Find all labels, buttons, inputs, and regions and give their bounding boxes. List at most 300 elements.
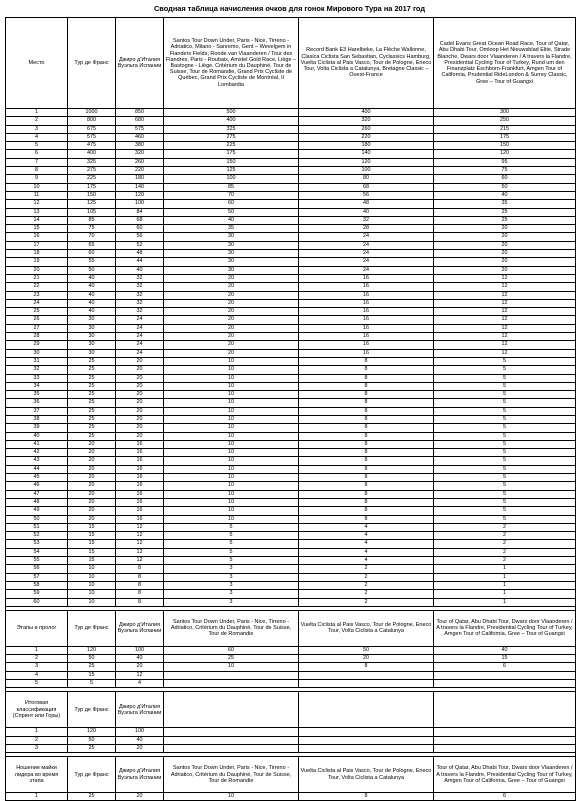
place-points-row [6,191,576,199]
table-cell: 20 [68,498,116,506]
table-cell: 20 [434,225,576,233]
table-cell: 40 [6,432,68,440]
table-cell: 175 [434,133,576,141]
table-cell: 49 [6,507,68,515]
table-cell: 5 [434,498,576,506]
table-cell: 5 [6,142,68,150]
table-cell: 100 [116,200,164,208]
table-cell: 10 [164,663,299,671]
place-points-row [6,158,576,166]
stages-header-row [6,610,576,646]
stage-points-row [6,680,576,688]
table-cell: 50 [434,183,576,191]
stages-header-label: Этапы и пролог [6,610,68,646]
table-cell: 20 [434,241,576,249]
table-cell: 12 [434,316,576,324]
table-cell: 48 [6,498,68,506]
table-cell: 26 [6,316,68,324]
place-points-row [6,349,576,357]
table-cell: 2 [6,736,68,744]
table-cell: 320 [116,150,164,158]
table-cell: 19 [6,258,68,266]
place-points-row [6,366,576,374]
jersey-header-tdf: Тур де Франс [68,757,116,793]
table-cell: 4 [299,532,434,540]
table-cell: 20 [116,663,164,671]
table-cell: 8 [116,598,164,606]
table-cell: 20 [299,655,434,663]
table-cell: 25 [434,216,576,224]
place-points-row [6,482,576,490]
table-cell: 6 [434,793,576,801]
table-cell: 25 [68,744,116,752]
table-cell: 40 [68,283,116,291]
table-cell: 10 [164,465,299,473]
table-cell: 56 [116,233,164,241]
table-cell: 16 [116,482,164,490]
table-cell: 100 [299,167,434,175]
table-cell: 32 [116,299,164,307]
table-cell: 1 [6,109,68,117]
table-cell: 10 [164,482,299,490]
place-points-row [6,299,576,307]
table-cell: 51 [6,523,68,531]
table-cell: 10 [68,581,116,589]
table-cell: 84 [116,208,164,216]
table-cell: 5 [434,415,576,423]
table-cell: 575 [116,125,164,133]
table-cell: 20 [116,382,164,390]
table-cell: 150 [434,142,576,150]
table-cell: 56 [299,191,434,199]
table-cell: 2 [434,557,576,565]
table-cell: 10 [164,515,299,523]
classif-header-row [6,692,576,728]
table-cell: 20 [164,341,299,349]
place-points-row [6,274,576,282]
table-cell: 1 [434,581,576,589]
table-cell: 20 [116,374,164,382]
table-cell: 10 [68,573,116,581]
table-cell: 3 [164,598,299,606]
table-cell: 85 [68,216,116,224]
table-cell: 16 [116,490,164,498]
table-cell: 8 [299,498,434,506]
table-cell: 8 [299,391,434,399]
table-cell: 5 [434,382,576,390]
table-cell: 8 [299,440,434,448]
table-cell: 40 [116,655,164,663]
table-cell [434,736,576,744]
table-cell: 52 [6,532,68,540]
table-cell: 15 [68,548,116,556]
header-group-c: Cadel Evans Great Ocean Road Race, Tour of Qatar, Abu Dhabi Tour, Omloop Het Nieuwsblad Elite, Strade Bianche, Dwars door Vlaanderen / A travers la Flandre, Presidential Cycling Tour of Turkey, Rund um den Finanzplatz Eschborn-Frankfurt, Amgen Tour of California, Prudential RideLondon & Surrey Classic, Gree – Tour of Guangxi [434,18,576,109]
table-cell: 5 [434,474,576,482]
table-cell: 275 [68,167,116,175]
table-cell: 8 [299,465,434,473]
table-cell: 4 [116,680,164,688]
table-cell [434,744,576,752]
table-cell: 32 [299,216,434,224]
table-cell [434,728,576,736]
table-cell: 20 [68,515,116,523]
table-cell: 10 [164,490,299,498]
table-cell: 30 [164,258,299,266]
table-cell: 12 [434,341,576,349]
table-cell: 250 [434,117,576,125]
table-cell: 50 [6,515,68,523]
table-cell: 3 [164,573,299,581]
table-cell: 20 [116,424,164,432]
table-cell: 16 [116,515,164,523]
table-cell: 40 [434,646,576,654]
table-cell: 3 [6,663,68,671]
table-cell: 20 [164,291,299,299]
table-cell: 24 [299,233,434,241]
jersey-header-group-b: Vuelta Ciclista al Pais Vasco, Tour de Pologne, Eneco Tour, Volta Ciclista a Catalunya [299,757,434,793]
table-cell: 140 [299,150,434,158]
table-cell: 12 [116,523,164,531]
table-cell: 5 [164,548,299,556]
table-cell: 2 [434,548,576,556]
classif-header-empty [164,692,299,728]
table-cell: 2 [299,573,434,581]
table-cell: 125 [164,167,299,175]
table-cell: 20 [116,793,164,801]
table-cell: 10 [164,382,299,390]
table-cell: 16 [116,498,164,506]
table-cell: 8 [299,507,434,515]
table-cell: 8 [116,581,164,589]
table-cell: 2 [434,523,576,531]
table-cell: 25 [6,308,68,316]
table-cell: 2 [299,565,434,573]
table-cell: 10 [6,183,68,191]
table-cell: 48 [116,250,164,258]
classification-points-row [6,736,576,744]
place-points-row [6,507,576,515]
table-cell: 20 [164,333,299,341]
table-cell: 16 [116,440,164,448]
table-cell: 5 [434,399,576,407]
table-cell: 25 [68,663,116,671]
classif-header-label: Итоговая классификация (Спринт или Горы) [6,692,68,728]
place-points-row [6,415,576,423]
stages-header-tdf: Тур де Франс [68,610,116,646]
table-cell: 50 [164,208,299,216]
place-points-row [6,175,576,183]
table-cell: 8 [299,490,434,498]
table-cell: 28 [6,333,68,341]
place-points-row [6,382,576,390]
place-points-row [6,548,576,556]
table-cell: 31 [6,357,68,365]
table-cell: 125 [68,200,116,208]
place-points-row [6,125,576,133]
table-cell [299,728,434,736]
table-cell: 32 [6,366,68,374]
table-cell: 16 [116,457,164,465]
table-cell: 12 [434,349,576,357]
table-cell: 68 [116,216,164,224]
page-title: Сводная таблица начисления очков для гонок Мирового Тура на 2017 год [153,4,426,13]
table-cell: 30 [68,324,116,332]
table-cell: 15 [434,655,576,663]
table-cell: 275 [164,133,299,141]
table-cell: 53 [6,540,68,548]
table-cell: 24 [116,341,164,349]
table-cell: 30 [68,333,116,341]
table-cell: 25 [68,793,116,801]
table-cell: 175 [68,183,116,191]
table-cell: 29 [6,341,68,349]
table-cell: 24 [299,250,434,258]
table-cell: 24 [299,258,434,266]
table-cell: 22 [6,283,68,291]
table-cell: 20 [116,357,164,365]
table-cell: 75 [434,167,576,175]
table-cell: 12 [434,324,576,332]
place-points-row [6,142,576,150]
table-cell: 40 [434,191,576,199]
table-cell: 150 [68,191,116,199]
table-cell: 30 [164,250,299,258]
table-cell: 12 [434,291,576,299]
table-cell: 300 [434,109,576,117]
table-cell: 25 [68,374,116,382]
table-cell [299,744,434,752]
table-cell: 400 [164,117,299,125]
table-cell: 25 [68,366,116,374]
table-cell: 24 [6,299,68,307]
table-cell: 8 [299,382,434,390]
table-cell: 5 [434,457,576,465]
table-cell: 40 [68,291,116,299]
place-points-row [6,357,576,365]
jersey-header-row [6,757,576,793]
table-cell: 20 [434,266,576,274]
table-cell: 24 [116,324,164,332]
table-cell: 10 [164,366,299,374]
table-cell: 40 [299,208,434,216]
classif-header-giro: Джиро д'Италия Вуэльта Испании [116,692,164,728]
table-cell: 215 [434,125,576,133]
table-cell: 50 [68,736,116,744]
table-cell: 16 [6,233,68,241]
table-cell: 4 [299,523,434,531]
stages-header-giro: Джиро д'Италия Вуэльта Испании [116,610,164,646]
table-cell: 20 [116,399,164,407]
table-cell: 325 [68,158,116,166]
main-header-row [6,18,576,109]
table-cell: 5 [434,366,576,374]
table-cell: 12 [434,299,576,307]
table-cell: 8 [6,167,68,175]
table-cell: 50 [68,266,116,274]
table-cell: 220 [299,133,434,141]
table-cell: 32 [116,274,164,282]
header-place: Место [6,18,68,109]
table-cell: 20 [116,432,164,440]
table-cell: 80 [299,175,434,183]
table-cell: 12 [434,283,576,291]
table-cell: 32 [116,283,164,291]
table-cell: 2 [434,532,576,540]
table-cell: 57 [6,573,68,581]
place-points-row [6,208,576,216]
table-cell: 1 [434,565,576,573]
table-cell: 5 [164,523,299,531]
table-cell: 56 [6,565,68,573]
table-cell: 48 [299,200,434,208]
table-cell: 43 [6,457,68,465]
table-cell: 20 [116,415,164,423]
table-cell: 8 [299,424,434,432]
table-cell [164,736,299,744]
header-group-b: Record Bank E3 Harelbeke, La Flèche Wallonne, Clasica Ciclista San Sebastian, Cyclassics Hamburg, Vuelta Ciclista al Pais Vasco, Tour de Pologne, Eneco Tour, Volta Ciclista a Catalunya, Bretagne Classic – Ouest-France [299,18,434,109]
table-cell: 20 [434,233,576,241]
table-cell: 42 [6,449,68,457]
place-points-row [6,565,576,573]
table-cell: 2 [299,581,434,589]
table-cell: 15 [68,671,116,679]
table-cell: 95 [434,158,576,166]
stage-points-row [6,655,576,663]
table-cell: 8 [116,590,164,598]
table-cell: 11 [6,191,68,199]
table-cell: 2 [299,598,434,606]
table-cell: 5 [434,432,576,440]
table-cell: 180 [116,175,164,183]
place-points-row [6,283,576,291]
table-cell: 20 [68,457,116,465]
table-cell: 25 [68,382,116,390]
table-cell: 24 [299,266,434,274]
table-cell: 20 [116,407,164,415]
table-cell: 65 [68,241,116,249]
table-cell: 5 [434,391,576,399]
table-cell: 225 [68,175,116,183]
table-cell: 50 [68,655,116,663]
table-cell: 10 [164,457,299,465]
table-cell: 1 [6,728,68,736]
stage-points-row [6,646,576,654]
table-cell: 25 [68,399,116,407]
table-cell: 46 [6,482,68,490]
table-cell: 40 [116,266,164,274]
table-cell: 34 [6,382,68,390]
table-cell: 1 [434,590,576,598]
table-cell: 12 [6,200,68,208]
table-cell: 35 [6,391,68,399]
table-cell: 500 [164,109,299,117]
table-cell: 5 [434,374,576,382]
table-cell: 180 [299,142,434,150]
stages-header-group-a: Santos Tour Down Under, Paris - Nice, Tirreno - Adriatico, Critérium du Dauphiné, Tour de Suisse, Tour de Romandie [164,610,299,646]
table-cell: 58 [6,581,68,589]
place-points-row [6,598,576,606]
table-cell: 30 [68,316,116,324]
place-points-row [6,324,576,332]
place-points-row [6,216,576,224]
table-cell: 10 [164,357,299,365]
table-cell [299,736,434,744]
jersey-header-group-a: Santos Tour Down Under, Paris - Nice, Tirreno - Adriatico, Critérium du Dauphiné, Tour de Suisse, Tour de Romandie [164,757,299,793]
table-cell: 5 [434,482,576,490]
table-cell: 32 [116,291,164,299]
table-cell: 24 [116,316,164,324]
table-cell: 120 [68,728,116,736]
table-cell: 24 [116,349,164,357]
table-cell: 55 [68,258,116,266]
table-cell: 105 [68,208,116,216]
table-cell: 5 [434,507,576,515]
table-cell: 400 [68,150,116,158]
table-cell: 140 [116,183,164,191]
table-cell: 5 [434,407,576,415]
table-cell: 5 [434,490,576,498]
table-cell: 39 [6,424,68,432]
table-cell: 3 [164,581,299,589]
table-cell: 10 [164,474,299,482]
place-points-row [6,432,576,440]
place-points-row [6,391,576,399]
place-points-row [6,573,576,581]
table-cell: 40 [68,308,116,316]
place-points-row [6,399,576,407]
table-cell: 50 [299,646,434,654]
table-cell: 100 [164,175,299,183]
table-cell: 10 [164,424,299,432]
table-cell: 12 [434,274,576,282]
table-cell: 60 [434,175,576,183]
table-cell: 52 [116,241,164,249]
table-cell: 10 [164,432,299,440]
table-cell: 20 [434,250,576,258]
table-cell: 8 [299,793,434,801]
table-cell: 1 [6,793,68,801]
place-points-row [6,498,576,506]
table-cell: 4 [6,671,68,679]
place-points-row [6,291,576,299]
points-table [5,17,576,801]
table-cell: 400 [299,109,434,117]
table-cell: 18 [6,250,68,258]
table-cell: 20 [164,283,299,291]
table-cell: 220 [116,167,164,175]
classification-points-row [6,728,576,736]
place-points-row [6,424,576,432]
table-cell: 25 [68,424,116,432]
table-cell: 8 [299,357,434,365]
table-cell: 30 [68,349,116,357]
table-cell: 10 [164,415,299,423]
place-points-row [6,474,576,482]
header-group-a: Santos Tour Down Under, Paris - Nice, Tirreno - Adriatico, Milano - Sanremo, Gent – Wevelgem in Flanders Fields, Ronde van Vlaanderen / Tour des Flandres, Paris - Roubaix, Amstel Gold Race, Liège – Bastogne - Liège, Critérium du Dauphiné, Tour de Suisse, Tour de Romandie, Grand Prix Cycliste de Québec, Grand Prix Cycliste de Montréal, Il Lombardia [164,18,299,109]
table-cell: 16 [299,283,434,291]
table-cell: 5 [434,357,576,365]
place-points-row [6,532,576,540]
table-cell: 47 [6,490,68,498]
table-cell: 15 [68,540,116,548]
table-cell: 60 [116,225,164,233]
table-cell: 680 [116,117,164,125]
table-cell: 14 [6,216,68,224]
place-points-row [6,374,576,382]
table-cell: 3 [6,125,68,133]
place-points-row [6,457,576,465]
table-cell: 36 [6,399,68,407]
